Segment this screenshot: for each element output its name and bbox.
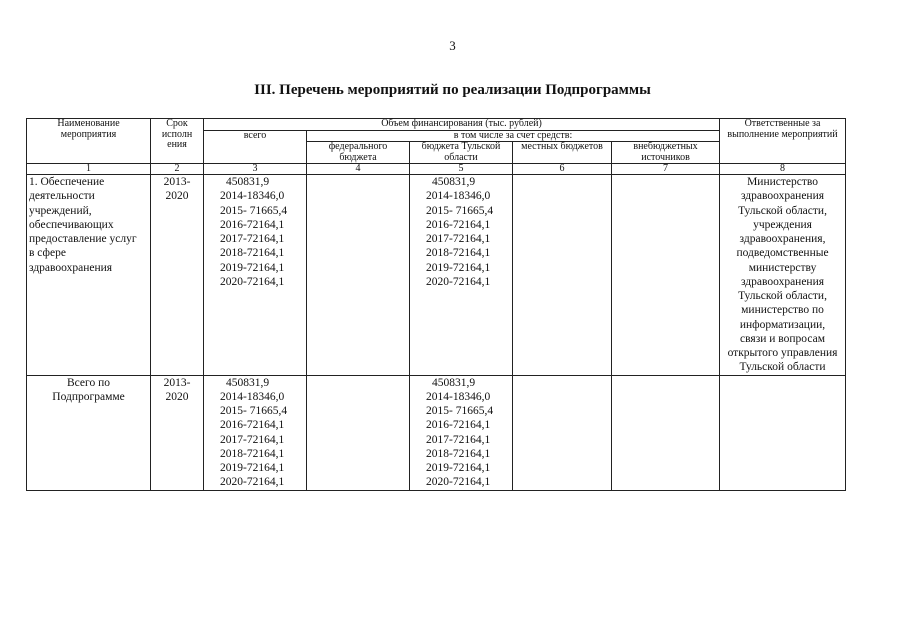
responsible-cell-line: Тульской области — [739, 361, 826, 374]
total-cell-line: 2019-72164,1 — [220, 462, 285, 474]
responsible-cell-line: Тульской области, — [738, 290, 827, 302]
column-number: 6 — [513, 164, 612, 175]
total-cell-line: 2018-72164,1 — [220, 247, 285, 260]
responsible-cell-line: министерство по — [741, 304, 824, 317]
column-number-row — [27, 164, 846, 175]
extra-cell — [612, 375, 720, 490]
measure-name-cell — [27, 175, 151, 376]
header-funding: Объем финансирования (тыс. рублей) — [204, 119, 720, 131]
tula-cell — [410, 375, 513, 490]
column-number: 8 — [720, 164, 846, 175]
column-number: 5 — [410, 164, 513, 175]
responsible-cell-line: связи и вопросам — [740, 332, 825, 345]
responsible-cell-line: министерству — [748, 261, 817, 274]
measure-name-cell-line: Подпрограмме — [52, 390, 125, 403]
responsible-cell-line: здравоохранения, — [739, 233, 826, 245]
tula-cell-line: 2016-72164,1 — [426, 419, 491, 432]
responsible-cell-line: открытого управления — [727, 347, 838, 359]
measure-name-cell-line: здравоохранения — [29, 261, 113, 274]
total-cell-line: 2015- 71665,4 — [220, 405, 288, 417]
total-cell-line: 2016-72164,1 — [220, 218, 285, 231]
total-cell-line: 2018-72164,1 — [220, 447, 285, 460]
table-row — [27, 375, 846, 490]
header-extra: внебюджетных источников — [612, 142, 720, 164]
column-number: 7 — [612, 164, 720, 175]
tula-cell — [410, 175, 513, 376]
measure-name-cell-line: 1. Обеспечение — [29, 176, 105, 188]
total-cell-line: 2014-18346,0 — [220, 190, 285, 203]
term-cell-line: 2013- — [163, 376, 191, 389]
responsible-cell-line: учреждения — [753, 218, 812, 231]
responsible-cell — [720, 175, 846, 376]
measure-name-cell-line: предоставление услуг — [29, 233, 137, 245]
local-cell — [513, 375, 612, 490]
total-cell-line: 450831,9 — [226, 376, 270, 389]
tula-cell-line: 2019-72164,1 — [426, 261, 491, 274]
total-cell-line: 2016-72164,1 — [220, 419, 285, 432]
total-cell-line: 2020-72164,1 — [220, 476, 285, 489]
total-cell — [204, 375, 307, 490]
total-cell-line: 2019-72164,1 — [220, 261, 285, 274]
tula-cell-line: 2014-18346,0 — [426, 190, 491, 203]
term-cell — [151, 375, 204, 490]
total-cell-line: 2017-72164,1 — [220, 433, 285, 446]
tula-cell-line: 2017-72164,1 — [426, 233, 491, 245]
header-federal: федерального бюджета — [307, 142, 410, 164]
header-total: всего — [204, 130, 307, 164]
header-including: в том числе за счет средств: — [307, 130, 720, 142]
measures-table — [26, 118, 846, 491]
tula-cell-line: 2018-72164,1 — [426, 247, 491, 260]
tula-cell-line: 2014-18346,0 — [426, 390, 491, 403]
tula-cell-line: 2016-72164,1 — [426, 218, 491, 231]
measure-name-cell — [27, 375, 151, 490]
measure-name-cell-line: обеспечивающих — [29, 218, 114, 231]
header-tula: бюджета Тульской области — [410, 142, 513, 164]
local-cell — [513, 175, 612, 376]
tula-cell-line: 450831,9 — [432, 176, 476, 188]
tula-cell-line: 2020-72164,1 — [426, 476, 491, 489]
total-cell-line: 450831,9 — [226, 176, 270, 188]
tula-cell-line: 2019-72164,1 — [426, 462, 491, 474]
total-cell-line: 2015- 71665,4 — [220, 204, 288, 217]
total-cell-line: 2020-72164,1 — [220, 275, 285, 288]
term-cell-line: 2020 — [165, 190, 189, 203]
responsible-cell — [720, 375, 846, 490]
responsible-cell-line: подведомственные — [736, 247, 829, 260]
header-local: местных бюджетов — [513, 142, 612, 164]
federal-cell — [307, 375, 410, 490]
table-body — [27, 175, 846, 491]
federal-cell — [307, 175, 410, 376]
table-row — [27, 175, 846, 376]
tula-cell-line: 2015- 71665,4 — [426, 405, 494, 417]
term-cell — [151, 175, 204, 376]
header-name: Наименование мероприятия — [27, 119, 151, 164]
tula-cell-line: 2017-72164,1 — [426, 433, 491, 446]
total-cell — [204, 175, 307, 376]
responsible-cell-line: Министерство — [747, 176, 818, 188]
tula-cell-line: 450831,9 — [432, 376, 476, 389]
extra-cell — [612, 175, 720, 376]
measure-name-cell-line: Всего по — [67, 376, 110, 389]
responsible-cell-line: здравоохранения — [740, 190, 825, 203]
total-cell-line: 2014-18346,0 — [220, 390, 285, 403]
measure-name-cell-line: учреждений, — [29, 204, 92, 217]
column-number: 1 — [27, 164, 151, 175]
term-cell-line: 2013- — [163, 176, 191, 188]
total-cell-line: 2017-72164,1 — [220, 233, 285, 245]
responsible-cell-line: здравоохранения — [740, 275, 825, 288]
column-number: 4 — [307, 164, 410, 175]
tula-cell-line: 2020-72164,1 — [426, 275, 491, 288]
measure-name-cell-line: деятельности — [29, 190, 95, 203]
page-number: 3 — [449, 38, 456, 53]
tula-cell-line: 2015- 71665,4 — [426, 204, 494, 217]
header-term: Срок исполн ения — [151, 119, 204, 164]
column-number: 3 — [204, 164, 307, 175]
column-number: 2 — [151, 164, 204, 175]
responsible-cell-line: информатизации, — [739, 318, 826, 331]
term-cell-line: 2020 — [165, 390, 189, 403]
header-responsible: Ответственные за выполнение мероприятий — [720, 119, 846, 164]
responsible-cell-line: Тульской области, — [738, 204, 827, 217]
tula-cell-line: 2018-72164,1 — [426, 447, 491, 460]
measure-name-cell-line: в сфере — [29, 247, 66, 260]
section-heading: III. Перечень мероприятий по реализации Подпрограммы — [254, 82, 651, 98]
